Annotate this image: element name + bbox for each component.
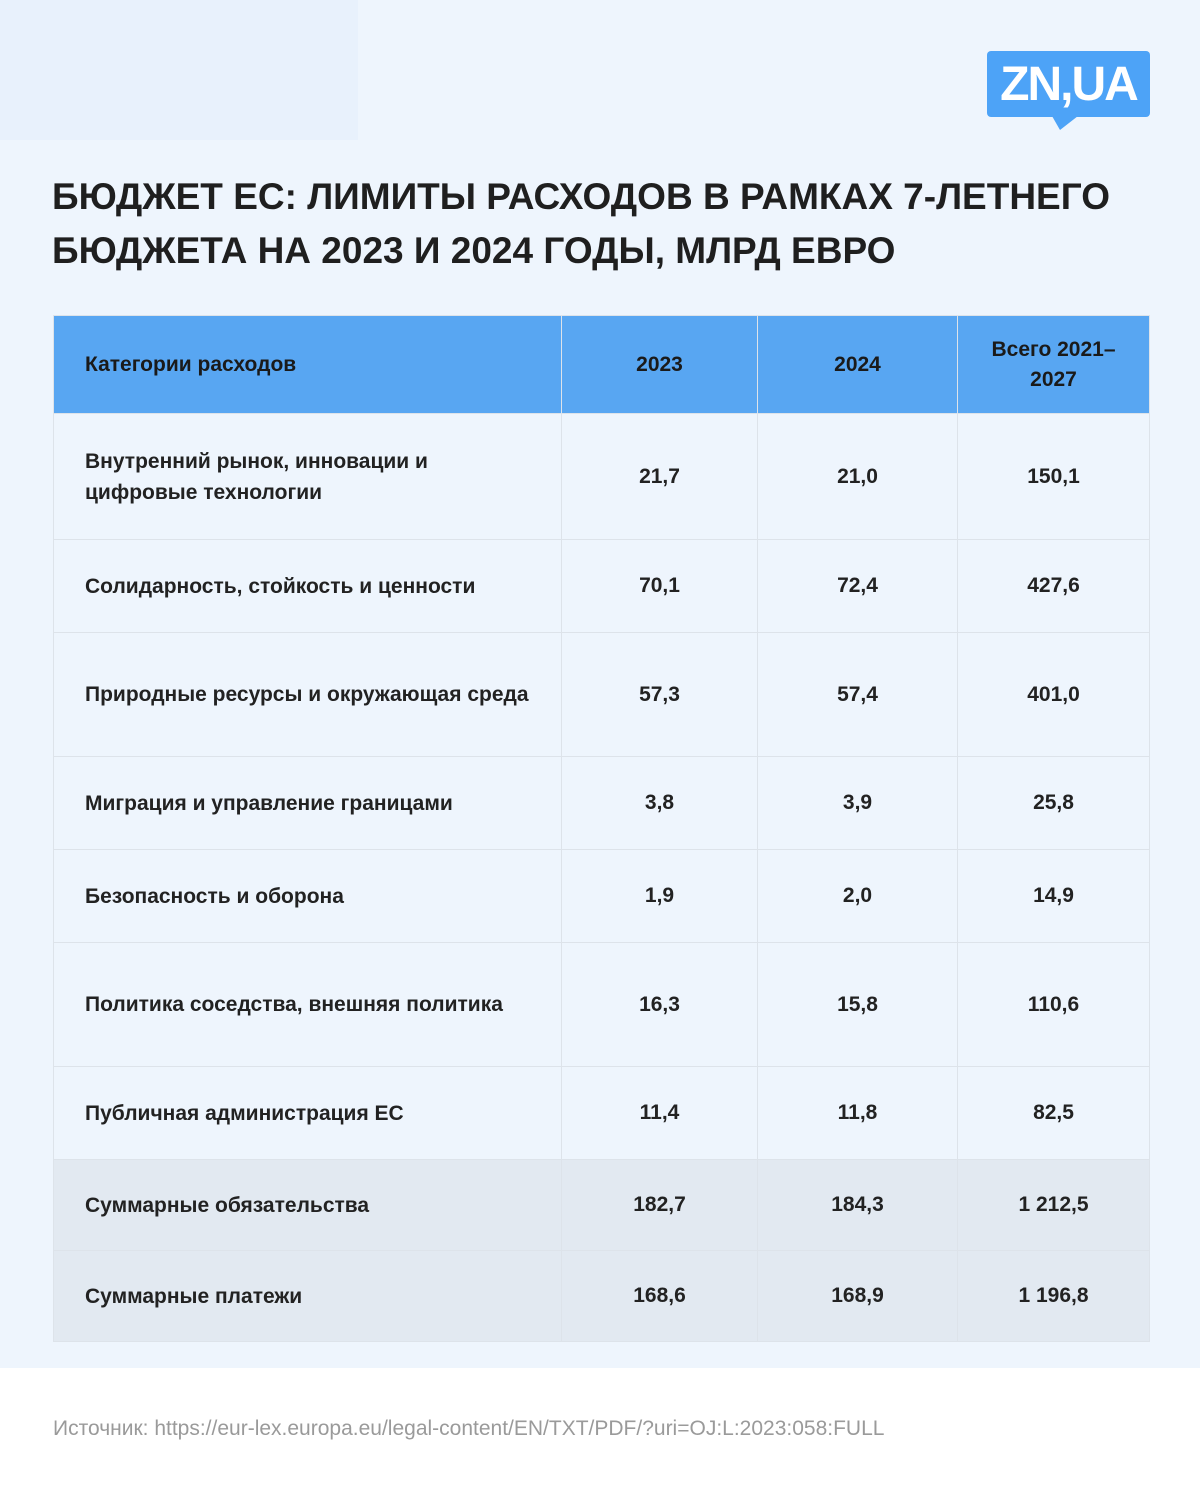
table-row [54, 943, 1150, 1067]
row-value-2024: 168,9 [758, 1251, 958, 1342]
row-value-2023: 16,3 [562, 943, 758, 1067]
row-value-total: 401,0 [958, 633, 1150, 757]
row-value-2024: 15,8 [758, 943, 958, 1067]
table-header-row [54, 316, 1150, 414]
row-value-2024: 2,0 [758, 850, 958, 943]
row-category: Суммарные платежи [54, 1251, 562, 1342]
row-category: Природные ресурсы и окружающая среда [54, 633, 562, 757]
row-category: Публичная администрация ЕС [54, 1067, 562, 1160]
row-value-total: 1 196,8 [958, 1251, 1150, 1342]
page-title: БЮДЖЕТ ЕС: ЛИМИТЫ РАСХОДОВ В РАМКАХ 7-ЛЕТНЕГО БЮДЖЕТА НА 2023 И 2024 ГОДЫ, МЛРД ЕВРО [52, 176, 1110, 271]
table-row [54, 540, 1150, 633]
row-value-2023: 57,3 [562, 633, 758, 757]
row-value-2023: 11,4 [562, 1067, 758, 1160]
table-row [54, 633, 1150, 757]
row-value-2023: 1,9 [562, 850, 758, 943]
zn-ua-logo[interactable]: ZN,UA [987, 51, 1150, 117]
column-header-2023: 2023 [562, 316, 758, 414]
row-value-total: 25,8 [958, 757, 1150, 850]
row-value-total: 82,5 [958, 1067, 1150, 1160]
row-value-total: 150,1 [958, 414, 1150, 540]
row-value-total: 14,9 [958, 850, 1150, 943]
column-header-category: Категории расходов [54, 316, 562, 414]
row-value-2023: 3,8 [562, 757, 758, 850]
table-row [54, 850, 1150, 943]
column-header-total-text: Всего 2021–2027 [991, 337, 1116, 391]
row-value-2024: 3,9 [758, 757, 958, 850]
row-value-2024: 184,3 [758, 1160, 958, 1251]
panel-corner-decoration [0, 0, 358, 140]
row-value-2024: 72,4 [758, 540, 958, 633]
column-header-total [958, 316, 1150, 414]
column-header-2024: 2024 [758, 316, 958, 414]
row-value-2023: 168,6 [562, 1251, 758, 1342]
row-value-total: 427,6 [958, 540, 1150, 633]
table-row [54, 414, 1150, 540]
row-value-total: 1 212,5 [958, 1160, 1150, 1251]
table-row [54, 757, 1150, 850]
row-category: Внутренний рынок, инновации и цифровые технологии [54, 414, 562, 540]
row-category: Политика соседства, внешняя политика [54, 943, 562, 1067]
row-value-2023: 70,1 [562, 540, 758, 633]
budget-table [53, 315, 1150, 1342]
table-row [54, 1067, 1150, 1160]
row-category: Солидарность, стойкость и ценности [54, 540, 562, 633]
row-value-2023: 182,7 [562, 1160, 758, 1251]
summary-row-payments [54, 1251, 1150, 1342]
row-value-2024: 11,8 [758, 1067, 958, 1160]
row-category: Безопасность и оборона [54, 850, 562, 943]
summary-row-commitments [54, 1160, 1150, 1251]
row-category: Миграция и управление границами [54, 757, 562, 850]
row-value-2023: 21,7 [562, 414, 758, 540]
source-note: Источник: https://eur-lex.europa.eu/legal-content/EN/TXT/PDF/?uri=OJ:L:2023:058:FULL [53, 1417, 885, 1440]
row-value-total: 110,6 [958, 943, 1150, 1067]
logo-speech-tail [1052, 116, 1078, 130]
row-value-2024: 57,4 [758, 633, 958, 757]
row-category: Суммарные обязательства [54, 1160, 562, 1251]
row-value-2024: 21,0 [758, 414, 958, 540]
